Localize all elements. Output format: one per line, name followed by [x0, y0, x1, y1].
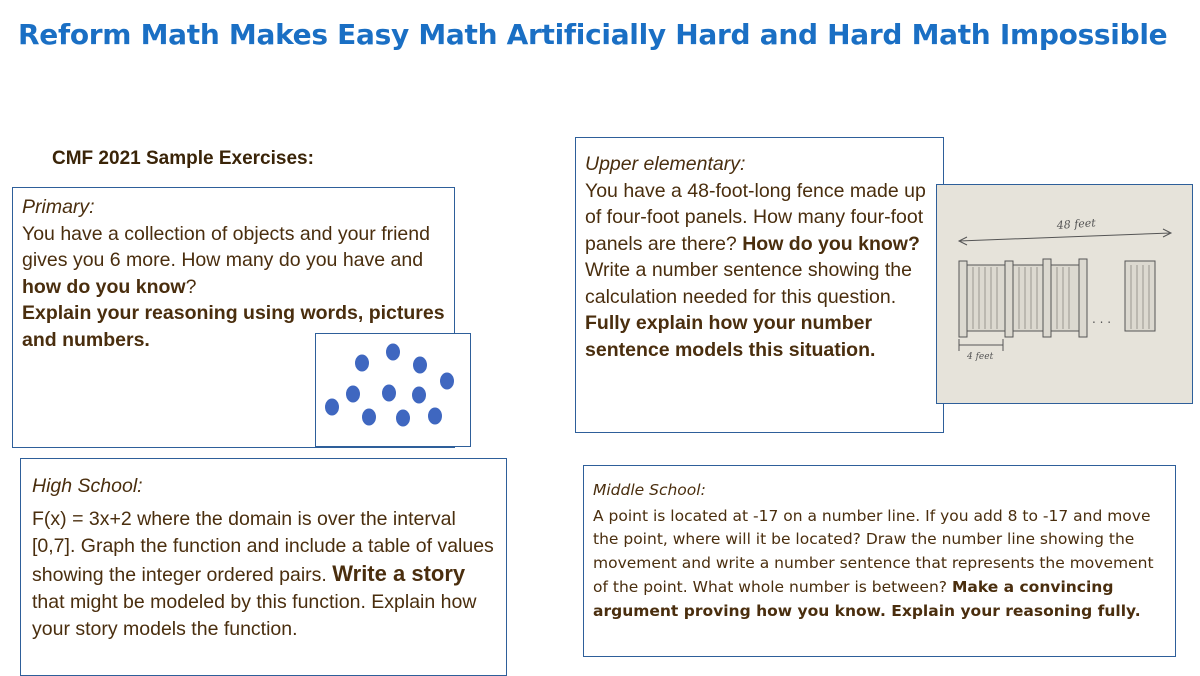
- fence-sketch: [936, 184, 1193, 404]
- primary-bold-part: Explain your reasoning using words, pictures and numbers.: [22, 302, 445, 351]
- upper-elementary-exercise-box: [575, 137, 944, 433]
- primary-text-part: You have a collection of objects and your friend gives you 6 more. How many do you have and: [22, 222, 430, 271]
- upper-bold-part: How do you know?: [742, 232, 920, 255]
- panel-length-label: 4 feet: [967, 352, 994, 362]
- fence-length-label: 48 feet: [1056, 216, 1097, 232]
- primary-bold-part: how do you know: [22, 275, 186, 298]
- dots-picture: [315, 333, 471, 447]
- high-text-part: F(x) = 3x+2 where the domain is over the interval [0,7]. Graph the function and include a table of values showing the integer ordered pairs.: [32, 508, 494, 586]
- high-bold-part: Write a story: [332, 561, 466, 586]
- fence-drawing: [937, 185, 1192, 403]
- section-heading: CMF 2021 Sample Exercises:: [52, 148, 314, 169]
- primary-text-part: ?: [185, 275, 197, 298]
- upper-text-part: You have a 48-foot-long fence made up of four-foot panels. How many four-foot panels are there?: [585, 179, 926, 255]
- upper-label: Upper elementary:: [585, 153, 746, 175]
- middle-text-part: A point is located at -17 on a number line. If you add 8 to -17 and move the point, where will it be located? Draw the number line showing the movement and write a number sentence that represents the movement of the point. What whole number is between?: [593, 506, 1154, 596]
- primary-label: Primary:: [22, 196, 95, 218]
- middle-bold-part: Make a convincing argument proving how you know. Explain your reasoning fully.: [593, 577, 1141, 620]
- middle-text: [593, 505, 1166, 624]
- dots-illustration: [316, 334, 470, 446]
- high-text: [32, 506, 495, 643]
- middle-school-exercise-box: [583, 465, 1176, 657]
- upper-text-part: Write a number sentence showing the calculation needed for this question.: [585, 259, 912, 308]
- upper-text: [585, 178, 934, 364]
- slide-title: Reform Math Makes Easy Math Artificially Hard and Hard Math Impossible: [18, 18, 1168, 51]
- high-label: High School:: [32, 475, 143, 497]
- middle-label: Middle School:: [593, 481, 706, 499]
- upper-bold-part: Fully explain how your number sentence models this situation.: [585, 312, 876, 361]
- high-text-part: that might be modeled by this function. Explain how your story models the function.: [32, 591, 477, 640]
- fence-ellipsis: . . .: [1092, 312, 1112, 326]
- high-school-exercise-box: [20, 458, 507, 676]
